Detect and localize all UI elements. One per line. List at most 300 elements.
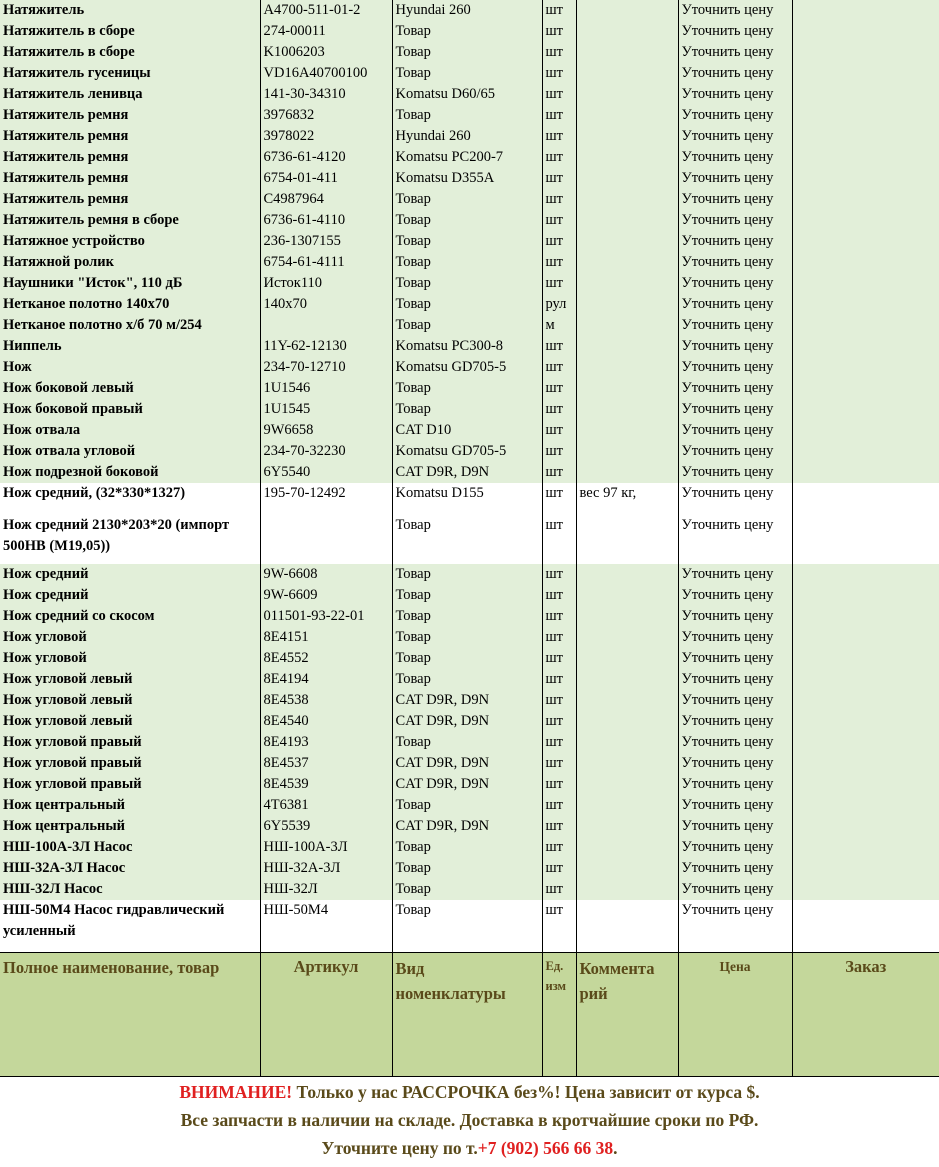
cell-order[interactable] — [792, 900, 939, 953]
cell-price[interactable]: Уточнить цену — [678, 210, 792, 231]
cell-article: НШ-100А-3Л — [260, 837, 392, 858]
cell-kind: Товар — [392, 669, 542, 690]
cell-comment — [576, 294, 678, 315]
cell-article — [260, 315, 392, 336]
table-row — [0, 606, 939, 627]
cell-order[interactable] — [792, 42, 939, 63]
cell-article: 6Y5539 — [260, 816, 392, 837]
cell-unit: шт — [542, 627, 576, 648]
cell-price[interactable]: Уточнить цену — [678, 63, 792, 84]
cell-kind: Товар — [392, 879, 542, 900]
cell-unit: шт — [542, 483, 576, 513]
table-row — [0, 42, 939, 63]
cell-comment — [576, 84, 678, 105]
cell-kind: Товар — [392, 837, 542, 858]
cell-name: НШ-100А-3Л Насос — [0, 837, 260, 858]
cell-comment — [576, 420, 678, 441]
cell-order[interactable] — [792, 483, 939, 513]
attention-label: ВНИМАНИЕ! — [179, 1082, 293, 1102]
cell-article: 9W6658 — [260, 420, 392, 441]
cell-price[interactable]: Уточнить цену — [678, 858, 792, 879]
cell-price[interactable]: Уточнить цену — [678, 462, 792, 483]
cell-price[interactable]: Уточнить цену — [678, 585, 792, 606]
cell-name: Нож средний — [0, 585, 260, 606]
cell-name: Нетканое полотно х/б 70 м/254 — [0, 315, 260, 336]
cell-price[interactable]: Уточнить цену — [678, 84, 792, 105]
cell-kind: CAT D9R, D9N — [392, 690, 542, 711]
cell-kind: Товар — [392, 378, 542, 399]
cell-unit: шт — [542, 585, 576, 606]
cell-order[interactable] — [792, 84, 939, 105]
cell-unit: шт — [542, 210, 576, 231]
cell-comment — [576, 648, 678, 669]
cell-article: 234-70-12710 — [260, 357, 392, 378]
cell-unit: шт — [542, 753, 576, 774]
cell-comment — [576, 441, 678, 462]
cell-name: Натяжитель гусеницы — [0, 63, 260, 84]
cell-article — [260, 513, 392, 564]
footer-line-3 — [0, 1136, 939, 1161]
cell-order[interactable] — [792, 147, 939, 168]
table-row — [0, 210, 939, 231]
cell-kind: CAT D9R, D9N — [392, 816, 542, 837]
cell-article: A4700-511-01-2 — [260, 0, 392, 21]
cell-article: 8E4151 — [260, 627, 392, 648]
table-row — [0, 168, 939, 189]
cell-name: Нож угловой левый — [0, 711, 260, 732]
cell-comment — [576, 900, 678, 953]
cell-order[interactable] — [792, 732, 939, 753]
cell-price[interactable]: Уточнить цену — [678, 336, 792, 357]
cell-price[interactable]: Уточнить цену — [678, 189, 792, 210]
cell-name: Натяжитель ремня — [0, 105, 260, 126]
footer-line-1 — [0, 1080, 939, 1105]
cell-order[interactable] — [792, 336, 939, 357]
cell-unit: шт — [542, 84, 576, 105]
table-row — [0, 732, 939, 753]
cell-order[interactable] — [792, 441, 939, 462]
cell-name: Натяжитель ремня — [0, 147, 260, 168]
cell-article: 011501-93-22-01 — [260, 606, 392, 627]
cell-unit: шт — [542, 147, 576, 168]
cell-order[interactable] — [792, 648, 939, 669]
cell-kind: Komatsu PC200-7 — [392, 147, 542, 168]
cell-article: 195-70-12492 — [260, 483, 392, 513]
cell-article: 8E4552 — [260, 648, 392, 669]
cell-kind: Hyundai 260 — [392, 0, 542, 21]
cell-article: 8E4539 — [260, 774, 392, 795]
table-row — [0, 837, 939, 858]
cell-comment — [576, 147, 678, 168]
cell-comment — [576, 231, 678, 252]
cell-order[interactable] — [792, 753, 939, 774]
cell-comment — [576, 273, 678, 294]
cell-order[interactable] — [792, 774, 939, 795]
cell-comment — [576, 210, 678, 231]
cell-article: 8E4193 — [260, 732, 392, 753]
cell-kind: CAT D9R, D9N — [392, 774, 542, 795]
cell-comment — [576, 753, 678, 774]
cell-order[interactable] — [792, 606, 939, 627]
header-comment: Коммента рий — [576, 953, 678, 1081]
cell-order[interactable] — [792, 168, 939, 189]
cell-article: 236-1307155 — [260, 231, 392, 252]
cell-kind: CAT D9R, D9N — [392, 462, 542, 483]
table-row — [0, 690, 939, 711]
footer-notice — [0, 1076, 939, 1167]
cell-kind: Товар — [392, 732, 542, 753]
cell-comment — [576, 816, 678, 837]
table-row — [0, 513, 939, 564]
cell-unit: шт — [542, 21, 576, 42]
cell-order[interactable] — [792, 294, 939, 315]
cell-price[interactable]: Уточнить цену — [678, 711, 792, 732]
table-row — [0, 126, 939, 147]
cell-kind: CAT D9R, D9N — [392, 711, 542, 732]
cell-price[interactable]: Уточнить цену — [678, 147, 792, 168]
cell-name: Натяжитель ремня в сборе — [0, 210, 260, 231]
cell-kind: Товар — [392, 231, 542, 252]
cell-price[interactable]: Уточнить цену — [678, 648, 792, 669]
cell-order[interactable] — [792, 627, 939, 648]
cell-price[interactable]: Уточнить цену — [678, 357, 792, 378]
cell-article: 8E4194 — [260, 669, 392, 690]
table-row — [0, 231, 939, 252]
cell-price[interactable]: Уточнить цену — [678, 21, 792, 42]
table-row — [0, 357, 939, 378]
cell-price[interactable]: Уточнить цену — [678, 564, 792, 585]
cell-comment — [576, 732, 678, 753]
cell-article: 9W-6608 — [260, 564, 392, 585]
cell-unit: шт — [542, 441, 576, 462]
cell-unit: шт — [542, 513, 576, 564]
table-row — [0, 564, 939, 585]
cell-unit: шт — [542, 126, 576, 147]
header-order: Заказ — [792, 953, 939, 1081]
table-row — [0, 711, 939, 732]
cell-name: Натяжитель в сборе — [0, 42, 260, 63]
table-row — [0, 105, 939, 126]
contact-suffix: . — [613, 1138, 618, 1158]
cell-order[interactable] — [792, 858, 939, 879]
cell-kind: Товар — [392, 21, 542, 42]
cell-order[interactable] — [792, 816, 939, 837]
cell-price[interactable]: Уточнить цену — [678, 513, 792, 564]
cell-order[interactable] — [792, 273, 939, 294]
cell-unit: шт — [542, 837, 576, 858]
table-row — [0, 294, 939, 315]
cell-article: 8E4540 — [260, 711, 392, 732]
cell-name: Нож средний — [0, 564, 260, 585]
cell-kind: CAT D9R, D9N — [392, 753, 542, 774]
cell-comment — [576, 585, 678, 606]
cell-article: 4T6381 — [260, 795, 392, 816]
cell-name: Нож боковой левый — [0, 378, 260, 399]
cell-article: 140х70 — [260, 294, 392, 315]
cell-price[interactable]: Уточнить цену — [678, 879, 792, 900]
cell-kind: Товар — [392, 585, 542, 606]
cell-name: Нож средний со скосом — [0, 606, 260, 627]
cell-kind: Товар — [392, 210, 542, 231]
cell-kind: Товар — [392, 513, 542, 564]
cell-kind: Товар — [392, 105, 542, 126]
cell-order[interactable] — [792, 585, 939, 606]
cell-order[interactable] — [792, 105, 939, 126]
cell-unit: шт — [542, 462, 576, 483]
cell-price[interactable]: Уточнить цену — [678, 732, 792, 753]
table-row — [0, 585, 939, 606]
cell-comment — [576, 21, 678, 42]
cell-kind: Товар — [392, 294, 542, 315]
cell-price[interactable]: Уточнить цену — [678, 606, 792, 627]
cell-unit: шт — [542, 189, 576, 210]
table-row — [0, 483, 939, 513]
cell-unit: шт — [542, 231, 576, 252]
cell-comment — [576, 690, 678, 711]
cell-unit: шт — [542, 63, 576, 84]
cell-order[interactable] — [792, 879, 939, 900]
footer-line-2: Все запчасти в наличии на складе. Доставка в кротчайшие сроки по РФ. — [180, 1110, 759, 1130]
phone-link[interactable]: +7 (902) 566 66 38 — [477, 1138, 614, 1158]
cell-comment — [576, 0, 678, 21]
cell-name: Натяжное устройство — [0, 231, 260, 252]
cell-price[interactable]: Уточнить цену — [678, 252, 792, 273]
cell-article: 3976832 — [260, 105, 392, 126]
cell-comment — [576, 399, 678, 420]
cell-article: НШ-32Л — [260, 879, 392, 900]
cell-order[interactable] — [792, 837, 939, 858]
cell-price[interactable]: Уточнить цену — [678, 378, 792, 399]
cell-name: Нож угловой — [0, 627, 260, 648]
cell-kind: Товар — [392, 858, 542, 879]
cell-price[interactable]: Уточнить цену — [678, 273, 792, 294]
cell-order[interactable] — [792, 21, 939, 42]
cell-unit: шт — [542, 42, 576, 63]
cell-comment — [576, 336, 678, 357]
cell-comment — [576, 42, 678, 63]
cell-price[interactable]: Уточнить цену — [678, 627, 792, 648]
cell-price[interactable]: Уточнить цену — [678, 42, 792, 63]
table-row — [0, 84, 939, 105]
cell-price[interactable]: Уточнить цену — [678, 753, 792, 774]
table-row — [0, 21, 939, 42]
table-row — [0, 774, 939, 795]
header-kind: Вид номенклатуры — [392, 953, 542, 1081]
cell-comment — [576, 564, 678, 585]
cell-comment — [576, 774, 678, 795]
cell-order[interactable] — [792, 420, 939, 441]
cell-name: Нетканое полотно 140х70 — [0, 294, 260, 315]
cell-unit: шт — [542, 900, 576, 953]
cell-name: Нож угловой правый — [0, 774, 260, 795]
table-row — [0, 816, 939, 837]
cell-kind: Komatsu D155 — [392, 483, 542, 513]
cell-kind: Товар — [392, 795, 542, 816]
cell-name: Нож подрезной боковой — [0, 462, 260, 483]
table-row — [0, 336, 939, 357]
cell-price[interactable]: Уточнить цену — [678, 0, 792, 21]
column-header-row — [0, 953, 939, 1081]
cell-name: Нож угловой левый — [0, 669, 260, 690]
cell-kind: Товар — [392, 273, 542, 294]
cell-order[interactable] — [792, 378, 939, 399]
cell-order[interactable] — [792, 690, 939, 711]
cell-name: Натяжитель ремня — [0, 126, 260, 147]
cell-order[interactable] — [792, 0, 939, 21]
cell-name: Нож центральный — [0, 795, 260, 816]
cell-article: 8E4538 — [260, 690, 392, 711]
cell-order[interactable] — [792, 210, 939, 231]
cell-comment — [576, 606, 678, 627]
cell-order[interactable] — [792, 669, 939, 690]
cell-unit: шт — [542, 774, 576, 795]
cell-unit: шт — [542, 648, 576, 669]
table-row — [0, 795, 939, 816]
cell-price[interactable]: Уточнить цену — [678, 105, 792, 126]
cell-unit: шт — [542, 879, 576, 900]
cell-price[interactable]: Уточнить цену — [678, 441, 792, 462]
cell-comment — [576, 513, 678, 564]
cell-kind: Товар — [392, 564, 542, 585]
cell-price[interactable]: Уточнить цену — [678, 126, 792, 147]
cell-order[interactable] — [792, 564, 939, 585]
cell-article: K1006203 — [260, 42, 392, 63]
cell-name: Нож угловой правый — [0, 732, 260, 753]
cell-price[interactable]: Уточнить цену — [678, 399, 792, 420]
header-unit: Ед. изм — [542, 953, 576, 1081]
cell-price[interactable]: Уточнить цену — [678, 816, 792, 837]
cell-article: Исток110 — [260, 273, 392, 294]
header-price: Цена — [678, 953, 792, 1081]
cell-unit: шт — [542, 0, 576, 21]
table-row — [0, 189, 939, 210]
table-row — [0, 273, 939, 294]
cell-price[interactable]: Уточнить цену — [678, 168, 792, 189]
cell-price[interactable]: Уточнить цену — [678, 669, 792, 690]
cell-comment: вес 97 кг, — [576, 483, 678, 513]
cell-order[interactable] — [792, 513, 939, 564]
cell-unit: шт — [542, 711, 576, 732]
cell-order[interactable] — [792, 189, 939, 210]
table-row — [0, 63, 939, 84]
table-row — [0, 627, 939, 648]
cell-article: C4987964 — [260, 189, 392, 210]
cell-order[interactable] — [792, 711, 939, 732]
cell-unit: шт — [542, 420, 576, 441]
cell-unit: шт — [542, 858, 576, 879]
cell-article: 6736-61-4110 — [260, 210, 392, 231]
cell-price[interactable]: Уточнить цену — [678, 837, 792, 858]
table-row — [0, 147, 939, 168]
cell-article: 6736-61-4120 — [260, 147, 392, 168]
cell-unit: шт — [542, 564, 576, 585]
cell-unit: шт — [542, 378, 576, 399]
cell-name: Нож боковой правый — [0, 399, 260, 420]
cell-order[interactable] — [792, 231, 939, 252]
cell-kind: Товар — [392, 399, 542, 420]
cell-name: Нож отвала угловой — [0, 441, 260, 462]
cell-price[interactable]: Уточнить цену — [678, 795, 792, 816]
cell-unit: шт — [542, 357, 576, 378]
cell-article: 141-30-34310 — [260, 84, 392, 105]
header-name: Полное наименование, товар — [0, 953, 260, 1081]
cell-comment — [576, 858, 678, 879]
cell-kind: Komatsu PC300-8 — [392, 336, 542, 357]
cell-article: 234-70-32230 — [260, 441, 392, 462]
cell-kind: CAT D10 — [392, 420, 542, 441]
cell-article: 1U1545 — [260, 399, 392, 420]
cell-article: 6754-61-4111 — [260, 252, 392, 273]
cell-price[interactable]: Уточнить цену — [678, 900, 792, 953]
cell-price[interactable]: Уточнить цену — [678, 774, 792, 795]
cell-unit: шт — [542, 816, 576, 837]
table-row — [0, 648, 939, 669]
cell-unit: шт — [542, 669, 576, 690]
cell-article: VD16A40700100 — [260, 63, 392, 84]
cell-name: Натяжитель ленивца — [0, 84, 260, 105]
cell-kind: Товар — [392, 315, 542, 336]
cell-name: НШ-32Л Насос — [0, 879, 260, 900]
cell-order[interactable] — [792, 63, 939, 84]
cell-article: 9W-6609 — [260, 585, 392, 606]
cell-kind: Товар — [392, 42, 542, 63]
cell-kind: Товар — [392, 252, 542, 273]
cell-kind: Komatsu D355A — [392, 168, 542, 189]
cell-price[interactable]: Уточнить цену — [678, 231, 792, 252]
cell-order[interactable] — [792, 252, 939, 273]
cell-order[interactable] — [792, 399, 939, 420]
cell-order[interactable] — [792, 462, 939, 483]
cell-article: 274-00011 — [260, 21, 392, 42]
cell-price[interactable]: Уточнить цену — [678, 315, 792, 336]
table-row — [0, 900, 939, 953]
cell-unit: шт — [542, 105, 576, 126]
cell-unit: м — [542, 315, 576, 336]
cell-article: 6Y5540 — [260, 462, 392, 483]
cell-name: НШ-32А-3Л Насос — [0, 858, 260, 879]
contact-prefix: Уточните цену по т. — [321, 1138, 478, 1158]
cell-article: 3978022 — [260, 126, 392, 147]
cell-order[interactable] — [792, 126, 939, 147]
table-row — [0, 252, 939, 273]
cell-comment — [576, 189, 678, 210]
cell-article: НШ-50М4 — [260, 900, 392, 953]
cell-comment — [576, 879, 678, 900]
header-article: Артикул — [260, 953, 392, 1081]
cell-name: Нож отвала — [0, 420, 260, 441]
cell-price[interactable]: Уточнить цену — [678, 483, 792, 513]
cell-kind: Товар — [392, 627, 542, 648]
cell-price[interactable]: Уточнить цену — [678, 294, 792, 315]
table-row — [0, 399, 939, 420]
cell-kind: Товар — [392, 606, 542, 627]
cell-order[interactable] — [792, 357, 939, 378]
installment-text: Только у нас РАССРОЧКА без%! Цена зависит от курса $. — [292, 1082, 760, 1102]
cell-comment — [576, 378, 678, 399]
table-row — [0, 315, 939, 336]
cell-order[interactable] — [792, 315, 939, 336]
cell-article: 8E4537 — [260, 753, 392, 774]
cell-name: Натяжитель — [0, 0, 260, 21]
table-row — [0, 858, 939, 879]
cell-order[interactable] — [792, 795, 939, 816]
cell-name: Натяжитель в сборе — [0, 21, 260, 42]
cell-price[interactable]: Уточнить цену — [678, 690, 792, 711]
cell-kind: Товар — [392, 900, 542, 953]
table-row — [0, 378, 939, 399]
cell-price[interactable]: Уточнить цену — [678, 420, 792, 441]
cell-kind: Komatsu D60/65 — [392, 84, 542, 105]
